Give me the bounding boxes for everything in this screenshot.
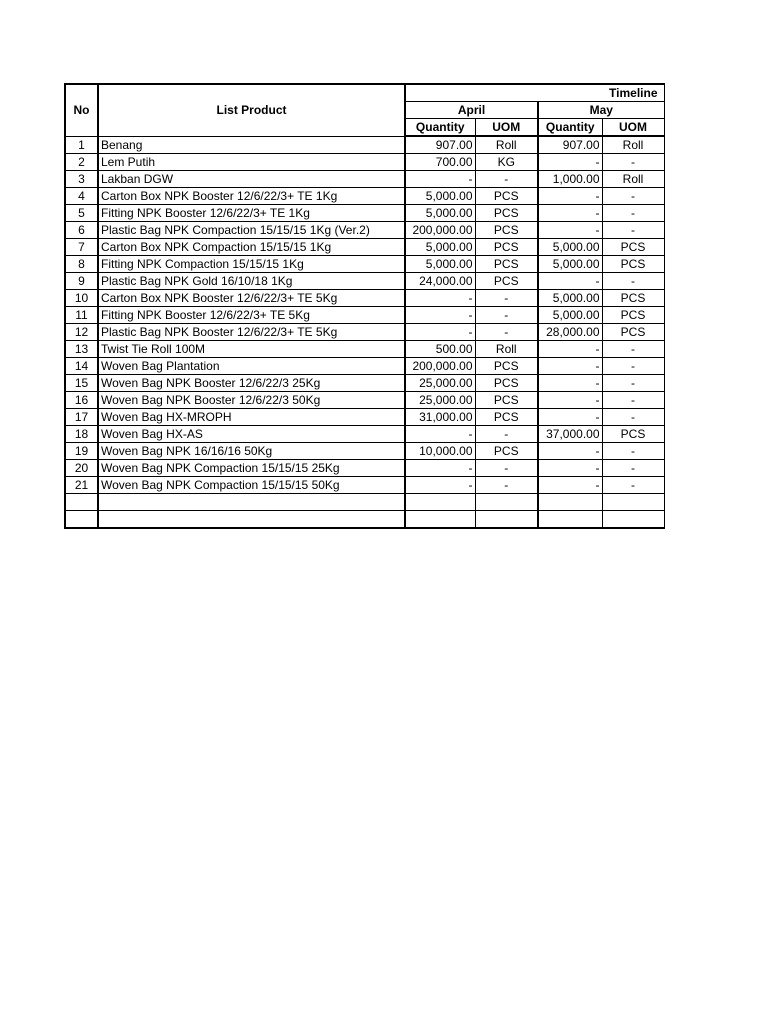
row-number-cell: 4 <box>65 188 98 205</box>
may-uom-cell: - <box>602 341 664 358</box>
may-uom-cell: - <box>602 273 664 290</box>
table-row <box>65 426 664 443</box>
row-number-cell: 20 <box>65 460 98 477</box>
may-uom-cell: - <box>602 358 664 375</box>
table-row <box>65 188 664 205</box>
product-name-cell: Carton Box NPK Booster 12/6/22/3+ TE 5Kg <box>98 290 405 307</box>
may-uom-cell: PCS <box>602 324 664 341</box>
row-number-cell: 3 <box>65 171 98 188</box>
april-quantity-cell: 5,000.00 <box>405 256 475 273</box>
product-name-cell: Plastic Bag NPK Compaction 15/15/15 1Kg (Ver.2) <box>98 222 405 239</box>
april-uom-cell: PCS <box>475 358 538 375</box>
table-row <box>65 460 664 477</box>
may-quantity-cell: - <box>538 154 602 171</box>
may-quantity-cell: - <box>538 392 602 409</box>
product-name-cell: Carton Box NPK Booster 12/6/22/3+ TE 1Kg <box>98 188 405 205</box>
table-row <box>65 443 664 460</box>
product-name-cell: Twist Tie Roll 100M <box>98 341 405 358</box>
table-row <box>65 256 664 273</box>
may-uom-cell: PCS <box>602 256 664 273</box>
may-uom-cell: - <box>602 460 664 477</box>
may-quantity-cell: - <box>538 375 602 392</box>
april-uom-cell: Roll <box>475 136 538 154</box>
may-uom-cell: Roll <box>602 136 664 154</box>
table-row <box>65 477 664 494</box>
april-uom-cell: PCS <box>475 205 538 222</box>
empty-cell <box>602 494 664 511</box>
row-number-cell: 12 <box>65 324 98 341</box>
april-quantity-cell: - <box>405 426 475 443</box>
april-quantity-cell: 907.00 <box>405 136 475 154</box>
april-quantity-cell: 200,000.00 <box>405 358 475 375</box>
april-uom-cell: - <box>475 477 538 494</box>
table-row <box>65 222 664 239</box>
may-quantity-cell: 1,000.00 <box>538 171 602 188</box>
row-number-cell: 15 <box>65 375 98 392</box>
product-name-cell: Woven Bag NPK Booster 12/6/22/3 25Kg <box>98 375 405 392</box>
row-number-cell: 5 <box>65 205 98 222</box>
month-header-may: May <box>538 102 664 119</box>
product-timeline-table <box>64 83 665 529</box>
april-quantity-cell: - <box>405 307 475 324</box>
row-number-cell: 14 <box>65 358 98 375</box>
empty-cell <box>405 511 475 529</box>
table-row <box>65 375 664 392</box>
april-uom-cell: - <box>475 171 538 188</box>
april-uom-cell: PCS <box>475 392 538 409</box>
april-quantity-cell: - <box>405 171 475 188</box>
product-name-cell: Woven Bag NPK Compaction 15/15/15 50Kg <box>98 477 405 494</box>
product-name-cell: Woven Bag HX-AS <box>98 426 405 443</box>
april-quantity-cell: 5,000.00 <box>405 188 475 205</box>
table-row <box>65 136 664 154</box>
product-name-cell: Plastic Bag NPK Gold 16/10/18 1Kg <box>98 273 405 290</box>
april-uom-cell: PCS <box>475 443 538 460</box>
table-row <box>65 205 664 222</box>
empty-cell <box>538 511 602 529</box>
header-row-timeline <box>65 84 664 102</box>
empty-cell <box>475 494 538 511</box>
may-quantity-cell: - <box>538 222 602 239</box>
product-name-cell: Fitting NPK Booster 12/6/22/3+ TE 1Kg <box>98 205 405 222</box>
april-quantity-cell: 10,000.00 <box>405 443 475 460</box>
april-quantity-cell: - <box>405 460 475 477</box>
april-uom-cell: - <box>475 324 538 341</box>
april-quantity-cell: 25,000.00 <box>405 392 475 409</box>
may-quantity-cell: - <box>538 188 602 205</box>
april-uom-cell: PCS <box>475 188 538 205</box>
row-number-cell: 1 <box>65 136 98 154</box>
april-uom-cell: PCS <box>475 222 538 239</box>
may-quantity-cell: 37,000.00 <box>538 426 602 443</box>
may-uom-header: UOM <box>602 119 664 137</box>
may-quantity-cell: - <box>538 477 602 494</box>
row-number-cell: 2 <box>65 154 98 171</box>
april-uom-cell: PCS <box>475 239 538 256</box>
may-uom-cell: PCS <box>602 290 664 307</box>
table-row <box>65 154 664 171</box>
table-row <box>65 171 664 188</box>
may-uom-cell: - <box>602 392 664 409</box>
april-uom-cell: KG <box>475 154 538 171</box>
may-uom-cell: PCS <box>602 426 664 443</box>
may-quantity-cell: - <box>538 341 602 358</box>
product-name-cell: Woven Bag NPK 16/16/16 50Kg <box>98 443 405 460</box>
may-uom-cell: - <box>602 443 664 460</box>
may-uom-cell: - <box>602 154 664 171</box>
april-uom-cell: PCS <box>475 375 538 392</box>
table-row <box>65 290 664 307</box>
may-quantity-cell: - <box>538 205 602 222</box>
may-quantity-cell: 907.00 <box>538 136 602 154</box>
may-uom-cell: PCS <box>602 307 664 324</box>
may-uom-cell: Roll <box>602 171 664 188</box>
row-number-cell: 6 <box>65 222 98 239</box>
empty-cell <box>475 511 538 529</box>
may-quantity-cell: - <box>538 460 602 477</box>
table-row <box>65 392 664 409</box>
may-quantity-cell: - <box>538 358 602 375</box>
april-quantity-cell: - <box>405 324 475 341</box>
april-quantity-cell: 700.00 <box>405 154 475 171</box>
table-row <box>65 324 664 341</box>
april-uom-cell: Roll <box>475 341 538 358</box>
row-number-cell: 10 <box>65 290 98 307</box>
product-name-cell: Woven Bag Plantation <box>98 358 405 375</box>
may-uom-cell: - <box>602 222 664 239</box>
april-quantity-header: Quantity <box>405 119 475 137</box>
april-uom-cell: - <box>475 307 538 324</box>
may-uom-cell: PCS <box>602 239 664 256</box>
april-quantity-cell: - <box>405 477 475 494</box>
may-quantity-cell: 28,000.00 <box>538 324 602 341</box>
may-uom-cell: - <box>602 409 664 426</box>
product-name-cell: Lakban DGW <box>98 171 405 188</box>
may-uom-cell: - <box>602 375 664 392</box>
row-number-cell: 11 <box>65 307 98 324</box>
empty-cell <box>65 494 98 511</box>
april-uom-cell: PCS <box>475 273 538 290</box>
product-name-cell: Woven Bag NPK Booster 12/6/22/3 50Kg <box>98 392 405 409</box>
april-uom-cell: - <box>475 426 538 443</box>
table-row <box>65 409 664 426</box>
table-row <box>65 273 664 290</box>
table-row <box>65 239 664 256</box>
april-quantity-cell: 500.00 <box>405 341 475 358</box>
row-number-cell: 17 <box>65 409 98 426</box>
empty-cell <box>602 511 664 529</box>
empty-cell <box>538 494 602 511</box>
product-name-cell: Plastic Bag NPK Booster 12/6/22/3+ TE 5Kg <box>98 324 405 341</box>
row-number-cell: 13 <box>65 341 98 358</box>
month-header-april: April <box>405 102 538 119</box>
may-quantity-header: Quantity <box>538 119 602 137</box>
may-uom-cell: - <box>602 188 664 205</box>
table-row <box>65 358 664 375</box>
april-uom-cell: PCS <box>475 409 538 426</box>
row-number-cell: 19 <box>65 443 98 460</box>
row-number-cell: 21 <box>65 477 98 494</box>
no-column-header: No <box>65 84 98 136</box>
empty-cell <box>98 494 405 511</box>
row-number-cell: 18 <box>65 426 98 443</box>
row-number-cell: 16 <box>65 392 98 409</box>
blank-table-row <box>65 494 664 511</box>
april-quantity-cell: 200,000.00 <box>405 222 475 239</box>
may-quantity-cell: - <box>538 443 602 460</box>
product-name-cell: Woven Bag NPK Compaction 15/15/15 25Kg <box>98 460 405 477</box>
may-quantity-cell: - <box>538 273 602 290</box>
may-quantity-cell: - <box>538 409 602 426</box>
product-name-cell: Lem Putih <box>98 154 405 171</box>
april-quantity-cell: 5,000.00 <box>405 205 475 222</box>
row-number-cell: 7 <box>65 239 98 256</box>
april-uom-header: UOM <box>475 119 538 137</box>
product-name-cell: Woven Bag HX-MROPH <box>98 409 405 426</box>
empty-cell <box>98 511 405 529</box>
row-number-cell: 8 <box>65 256 98 273</box>
empty-cell <box>405 494 475 511</box>
may-quantity-cell: 5,000.00 <box>538 256 602 273</box>
product-name-cell: Carton Box NPK Compaction 15/15/15 1Kg <box>98 239 405 256</box>
may-quantity-cell: 5,000.00 <box>538 307 602 324</box>
april-uom-cell: PCS <box>475 256 538 273</box>
april-quantity-cell: 24,000.00 <box>405 273 475 290</box>
april-quantity-cell: 25,000.00 <box>405 375 475 392</box>
april-quantity-cell: - <box>405 290 475 307</box>
empty-cell <box>65 511 98 529</box>
may-quantity-cell: 5,000.00 <box>538 239 602 256</box>
april-quantity-cell: 5,000.00 <box>405 239 475 256</box>
may-uom-cell: - <box>602 477 664 494</box>
blank-table-row <box>65 511 664 529</box>
row-number-cell: 9 <box>65 273 98 290</box>
april-quantity-cell: 31,000.00 <box>405 409 475 426</box>
table-row <box>65 307 664 324</box>
april-uom-cell: - <box>475 290 538 307</box>
may-uom-cell: - <box>602 205 664 222</box>
product-name-cell: Fitting NPK Compaction 15/15/15 1Kg <box>98 256 405 273</box>
timeline-header: Timeline <box>405 84 664 102</box>
may-quantity-cell: 5,000.00 <box>538 290 602 307</box>
april-uom-cell: - <box>475 460 538 477</box>
product-name-cell: Fitting NPK Booster 12/6/22/3+ TE 5Kg <box>98 307 405 324</box>
product-name-cell: Benang <box>98 136 405 154</box>
list-product-column-header: List Product <box>98 84 405 136</box>
table-row <box>65 341 664 358</box>
